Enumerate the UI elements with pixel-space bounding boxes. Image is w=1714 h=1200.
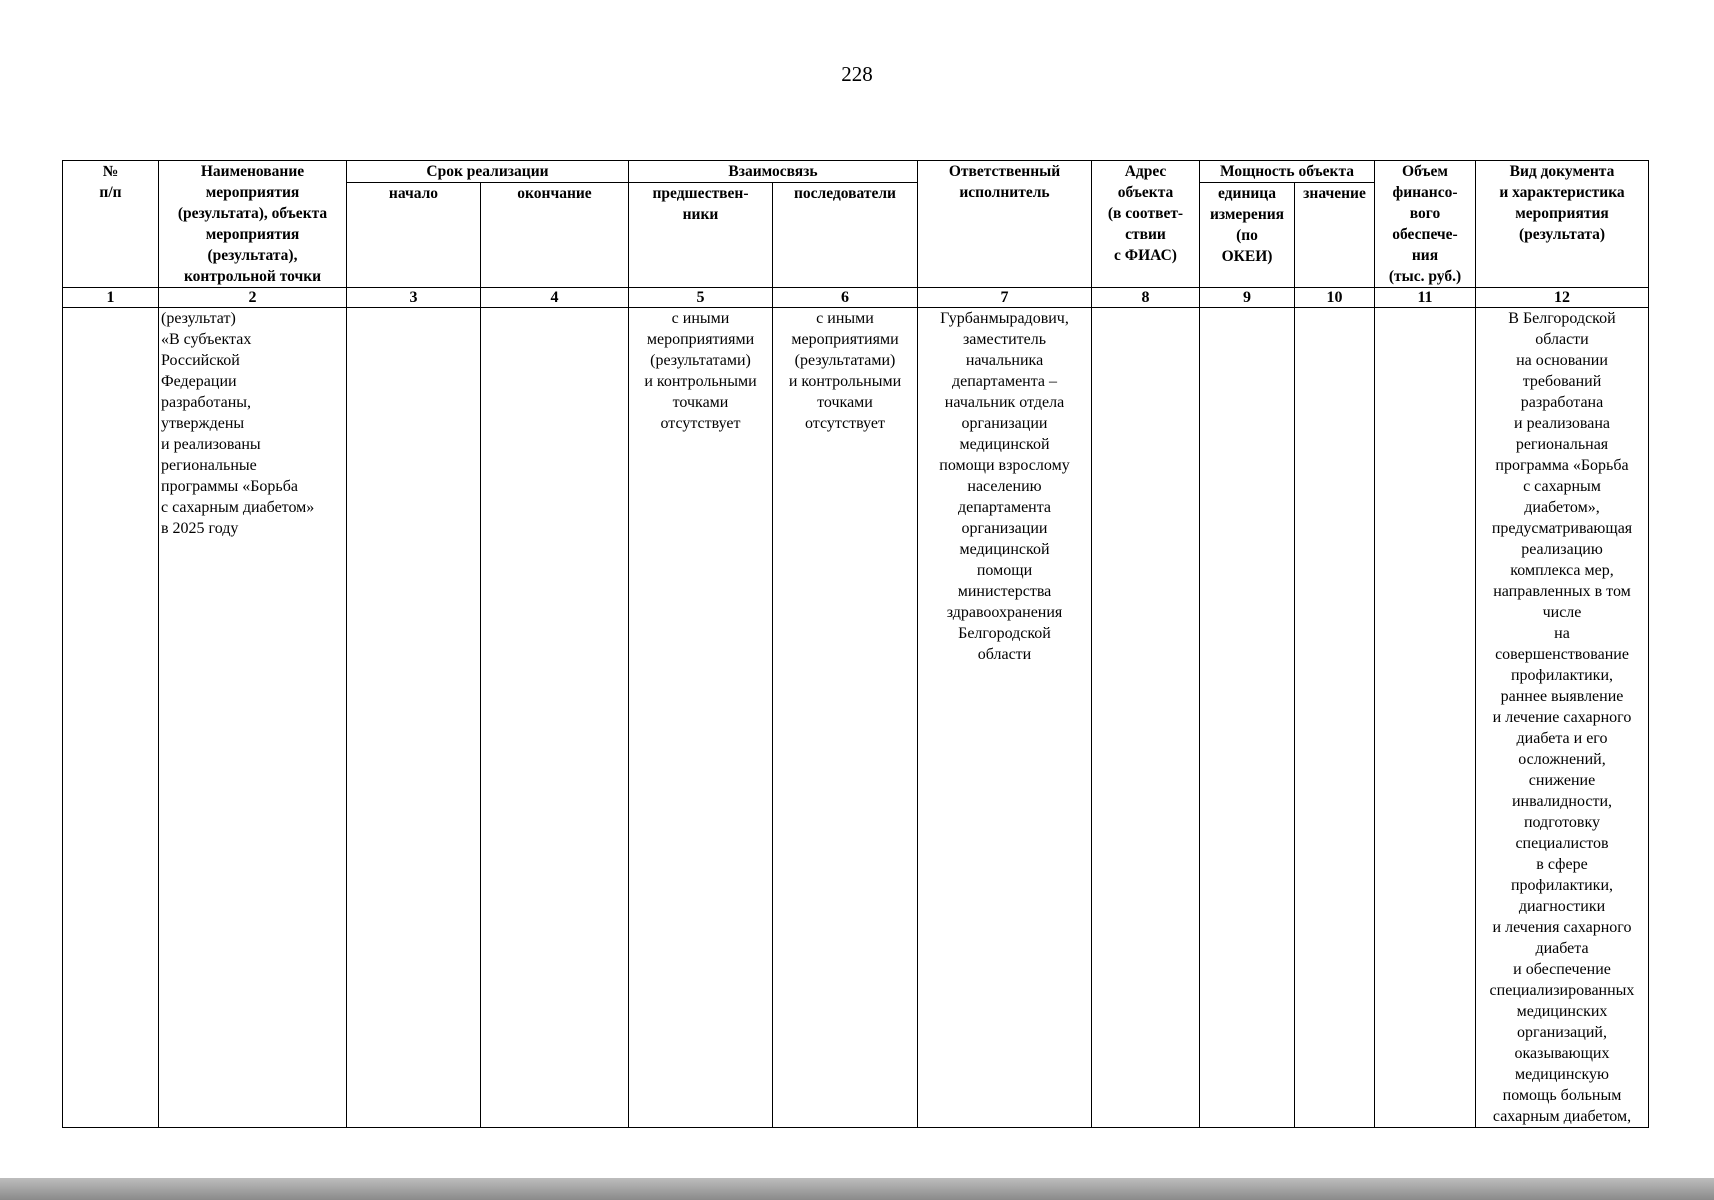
cell-document: [1476, 308, 1649, 1128]
cell-text-line: (тыс. руб.): [1388, 268, 1462, 285]
column-number-row: [63, 288, 1649, 308]
cell-text-line: Российской: [161, 352, 240, 369]
cell-text-line: отсутствует: [804, 415, 886, 432]
cell-text-line: числе: [1542, 604, 1582, 621]
header-capacity: Мощность объекта: [1200, 161, 1375, 183]
cell-text-line: специализированных: [1489, 982, 1635, 999]
cell-text-line: точками: [672, 394, 729, 411]
cell-text-line: области: [1535, 331, 1589, 348]
header-end: окончание: [481, 183, 629, 288]
cell-text-line: ники: [682, 206, 719, 223]
cell-text-line: подготовку: [1523, 814, 1601, 831]
cell-text-line: медицинской: [959, 541, 1050, 558]
header-address: [1092, 161, 1200, 288]
cell-text-line: Федерации: [161, 373, 237, 390]
cell-text-line: с ФИАС): [1114, 247, 1177, 264]
plan-table: [62, 160, 1649, 1128]
cell-text-line: региональные: [161, 457, 257, 474]
cell-text-line: утверждены: [161, 415, 245, 432]
cell-text-line: медицинских: [1516, 1003, 1608, 1020]
cell-text-line: Гурбанмырадович,: [940, 310, 1069, 327]
header-document: [1476, 161, 1649, 288]
cell-text-line: мероприятия: [205, 226, 300, 243]
cell-text-line: мероприятия: [1515, 205, 1609, 222]
cell-text-line: (результата): [1518, 226, 1606, 243]
column-number: 6: [773, 288, 918, 308]
cell-text-line: обеспече-: [1392, 226, 1458, 243]
column-number: 8: [1092, 288, 1200, 308]
cell-text-line: диабета: [1535, 940, 1589, 957]
column-number: 1: [63, 288, 159, 308]
column-number: 7: [918, 288, 1092, 308]
table-row: [63, 308, 1649, 1128]
cell-text-line: реализацию: [1521, 541, 1603, 558]
cell-text-line: начальника: [965, 352, 1044, 369]
cell-text-line: начальник отдела: [944, 394, 1065, 411]
cell-text-line: с сахарным диабетом»: [161, 499, 315, 516]
cell-text-line: точками: [817, 394, 873, 411]
cell-text-line: населению: [967, 478, 1042, 495]
column-number: 5: [629, 288, 773, 308]
cell-text-line: ОКЕИ): [1221, 248, 1273, 265]
cell-text-line: мероприятиями: [646, 331, 755, 348]
column-number: 10: [1295, 288, 1375, 308]
header-predecessors: [629, 183, 773, 288]
cell-text-line: заместитель: [962, 331, 1047, 348]
cell-text-line: программы «Борьба: [161, 478, 298, 495]
cell-text-line: и реализованы: [161, 436, 261, 453]
column-number: 2: [159, 288, 347, 308]
cell-text-line: раннее выявление: [1500, 688, 1624, 705]
cell-text-line: медицинскую: [1514, 1066, 1609, 1083]
cell-text-line: единица: [1218, 185, 1276, 202]
cell-text-line: и характеристика: [1499, 184, 1625, 201]
cell-text-line: исполнитель: [959, 184, 1050, 201]
cell-text-line: департамента –: [951, 373, 1058, 390]
header-number: [63, 161, 159, 288]
cell-text-line: и обеспечение: [1513, 961, 1611, 978]
cell-end: [481, 308, 629, 1128]
cell-text-line: требований: [1522, 373, 1602, 390]
cell-text-line: программа «Борьба: [1495, 457, 1629, 474]
cell-text-line: разработаны,: [161, 394, 252, 411]
cell-text-line: Вид документа: [1509, 163, 1615, 180]
cell-text-line: министерства: [957, 583, 1052, 600]
cell-text-line: сахарным диабетом,: [1492, 1108, 1632, 1125]
cell-text-line: с сахарным: [1523, 478, 1601, 495]
cell-text-line: ствии: [1125, 226, 1166, 243]
cell-text-line: объекта: [1117, 184, 1174, 201]
cell-text-line: на основании: [1516, 352, 1608, 369]
cell-text-line: оказывающих: [1514, 1045, 1610, 1062]
cell-text-line: измерения: [1209, 206, 1285, 223]
cell-text-line: с иными: [671, 310, 730, 327]
cell-text-line: мероприятия: [205, 184, 300, 201]
cell-text-line: и контрольными: [788, 373, 902, 390]
cell-text-line: п/п: [99, 184, 122, 201]
cell-unit: [1200, 308, 1295, 1128]
cell-text-line: помощи: [976, 562, 1033, 579]
cell-text-line: (в соответ-: [1107, 205, 1184, 222]
cell-text-line: совершенствование: [1495, 646, 1629, 663]
cell-text-line: на: [1554, 625, 1570, 642]
cell-text-line: Белгородской: [958, 625, 1051, 642]
cell-start: [347, 308, 481, 1128]
header-value: значение: [1295, 183, 1375, 288]
cell-text-line: профилактики,: [1510, 667, 1614, 684]
cell-text-line: предусматривающая: [1491, 520, 1633, 537]
cell-text-line: мероприятиями: [791, 331, 899, 348]
header-unit: [1200, 183, 1295, 288]
cell-text-line: отсутствует: [660, 415, 741, 432]
cell-text-line: комплекса мер,: [1510, 562, 1614, 579]
cell-text-line: диабетом»,: [1524, 499, 1600, 516]
cell-successors: [773, 308, 918, 1128]
cell-text-line: и лечение сахарного: [1492, 709, 1632, 726]
cell-text-line: предшествен-: [652, 185, 749, 202]
cell-text-line: (результатами): [794, 352, 896, 369]
cell-text-line: В Белгородской: [1508, 310, 1616, 327]
column-number: 9: [1200, 288, 1295, 308]
cell-text-line: Наименование: [200, 163, 305, 180]
cell-text-line: организации: [961, 415, 1048, 432]
column-number: 3: [347, 288, 481, 308]
cell-responsible: [918, 308, 1092, 1128]
cell-text-line: и реализована: [1514, 415, 1610, 432]
cell-text-line: «В субъектах: [161, 331, 252, 348]
cell-name: [159, 308, 347, 1128]
cell-text-line: департамента: [957, 499, 1052, 516]
cell-text-line: разработана: [1520, 394, 1604, 411]
column-number: 4: [481, 288, 629, 308]
cell-address: [1092, 308, 1200, 1128]
cell-predecessors: [629, 308, 773, 1128]
cell-text-line: направленных в том: [1493, 583, 1631, 600]
cell-text-line: контрольной точки: [183, 268, 322, 285]
cell-funding: [1375, 308, 1476, 1128]
cell-text-line: Адрес: [1124, 163, 1167, 180]
header-responsible: [918, 161, 1092, 288]
cell-text-line: Объем: [1402, 163, 1448, 180]
cell-text-line: помощи взрослому: [939, 457, 1070, 474]
header-timeline: Срок реализации: [347, 161, 629, 183]
cell-text-line: и лечения сахарного: [1492, 919, 1632, 936]
cell-text-line: диагностики: [1518, 898, 1606, 915]
cell-text-line: организаций,: [1517, 1024, 1607, 1041]
cell-text-line: специалистов: [1515, 835, 1609, 852]
header-name: [159, 161, 347, 288]
cell-text-line: здравоохранения: [946, 604, 1063, 621]
cell-text-line: региональная: [1515, 436, 1609, 453]
cell-text-line: и контрольными: [644, 373, 757, 390]
cell-text-line: (результата),: [207, 247, 298, 264]
cell-text-line: медицинской: [959, 436, 1050, 453]
header-funding: [1375, 161, 1476, 288]
header-row-1: [63, 161, 1649, 183]
cell-text-line: осложнений,: [1518, 751, 1606, 768]
column-number: 12: [1476, 288, 1649, 308]
cell-text-line: вого: [1409, 205, 1441, 222]
header-relations: Взаимосвязь: [629, 161, 918, 183]
cell-text-line: диабета и его: [1516, 730, 1608, 747]
cell-text-line: (результатами): [650, 352, 751, 369]
scan-bottom-edge: [0, 1178, 1714, 1200]
column-number: 11: [1375, 288, 1476, 308]
cell-text-line: №: [102, 163, 119, 180]
cell-text-line: финансо-: [1392, 184, 1458, 201]
cell-text-line: в сфере: [1536, 856, 1588, 873]
cell-text-line: Ответственный: [948, 163, 1061, 180]
cell-text-line: ния: [1411, 247, 1439, 264]
cell-text-line: (результата), объекта: [177, 205, 328, 222]
page-number: 228: [841, 62, 873, 86]
cell-text-line: (результат): [161, 310, 236, 327]
cell-text-line: области: [977, 646, 1032, 663]
cell-text-line: помощь больным: [1502, 1087, 1622, 1104]
cell-number: [63, 308, 159, 1128]
cell-text-line: снижение: [1528, 772, 1596, 789]
cell-text-line: организации: [961, 520, 1048, 537]
cell-text-line: (по: [1236, 227, 1258, 244]
cell-value: [1295, 308, 1375, 1128]
header-successors: последователи: [773, 183, 918, 288]
cell-text-line: в 2025 году: [161, 520, 239, 537]
cell-text-line: профилактики,: [1510, 877, 1614, 894]
cell-text-line: инвалидности,: [1511, 793, 1612, 810]
cell-text-line: с иными: [816, 310, 874, 327]
header-start: начало: [347, 183, 481, 288]
